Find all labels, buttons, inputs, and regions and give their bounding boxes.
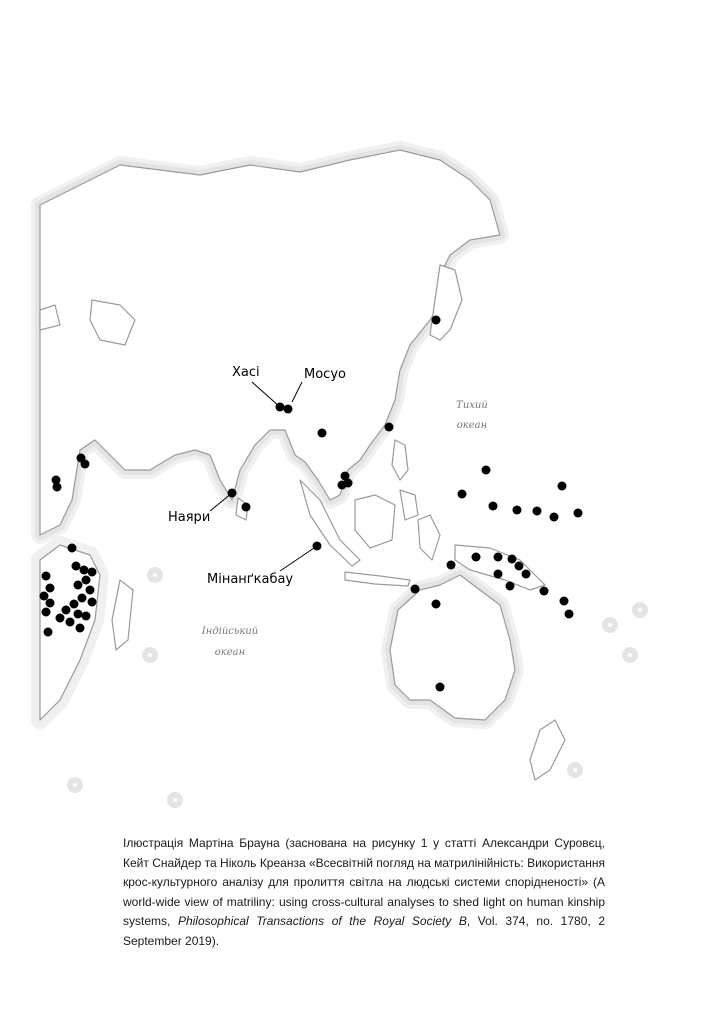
marker	[88, 568, 97, 577]
caption-main: Ілюстрація Мартіна Брауна (заснована на рисунку 1 у статті Александри Суровєц, Кейт Снайдер та Ніколь Креанза «Всесвітній погляд на матрилінійність: Використання крос-культурного аналізу для пролиття світла на людські системи спорідненості» (A world-wide view of matriliny: using cross-cultural analyses to shed light on human kinship systems,	[123, 836, 605, 929]
marker	[284, 405, 293, 414]
label-mosuo: Мосуо	[304, 367, 346, 382]
marker	[68, 544, 77, 553]
marker	[82, 612, 91, 621]
marker	[74, 581, 83, 590]
marker	[76, 624, 85, 633]
pacific-ocean-label-1: Тихий	[456, 400, 488, 411]
marker	[44, 628, 53, 637]
marker	[574, 509, 583, 518]
marker	[344, 479, 353, 488]
pacific-ocean-label-2: океан	[456, 420, 488, 431]
figure-caption	[123, 834, 605, 952]
caption-journal: Philosophical Transactions of the Royal Society B	[177, 914, 467, 929]
marker	[489, 502, 498, 511]
marker	[560, 597, 569, 606]
marker	[472, 553, 481, 562]
marker	[80, 566, 89, 575]
marker	[78, 594, 87, 603]
marker	[82, 576, 91, 585]
marker	[508, 555, 517, 564]
marker	[550, 513, 559, 522]
marker	[515, 562, 524, 571]
minor-islands	[72, 572, 643, 803]
marker	[458, 490, 467, 499]
marker	[565, 610, 574, 619]
marker	[558, 482, 567, 491]
marker	[70, 600, 79, 609]
marker	[385, 423, 394, 432]
marker	[482, 466, 491, 475]
label-nayari: Наяри	[168, 510, 211, 525]
indian-ocean-label-1: Індійський	[201, 626, 259, 637]
marker	[447, 561, 456, 570]
marker	[432, 600, 441, 609]
label-khasi: Хасі	[232, 365, 260, 380]
marker	[88, 598, 97, 607]
indian-ocean-label-2: океан	[214, 647, 246, 658]
caption-tail: , Vol. 374, no. 1780, 2 September 2019).	[123, 914, 605, 948]
marker	[494, 570, 503, 579]
marker	[53, 483, 62, 492]
marker	[62, 606, 71, 615]
marker	[513, 506, 522, 515]
marker	[42, 608, 51, 617]
marker	[72, 562, 81, 571]
marker	[74, 610, 83, 619]
land-asia	[40, 150, 500, 535]
marker	[66, 618, 75, 627]
marker	[46, 584, 55, 593]
marker	[506, 582, 515, 591]
marker	[432, 316, 441, 325]
marker	[533, 507, 542, 516]
marker	[56, 614, 65, 623]
marker	[81, 460, 90, 469]
marker	[40, 592, 49, 601]
marker	[42, 572, 51, 581]
marker	[522, 570, 531, 579]
marker	[436, 683, 445, 692]
label-minangkabau: Мінанґкабау	[207, 572, 294, 587]
marker	[540, 587, 549, 596]
marker	[86, 586, 95, 595]
marker	[411, 585, 420, 594]
marker	[318, 429, 327, 438]
marker	[242, 503, 251, 512]
marker	[494, 553, 503, 562]
marker	[46, 599, 55, 608]
